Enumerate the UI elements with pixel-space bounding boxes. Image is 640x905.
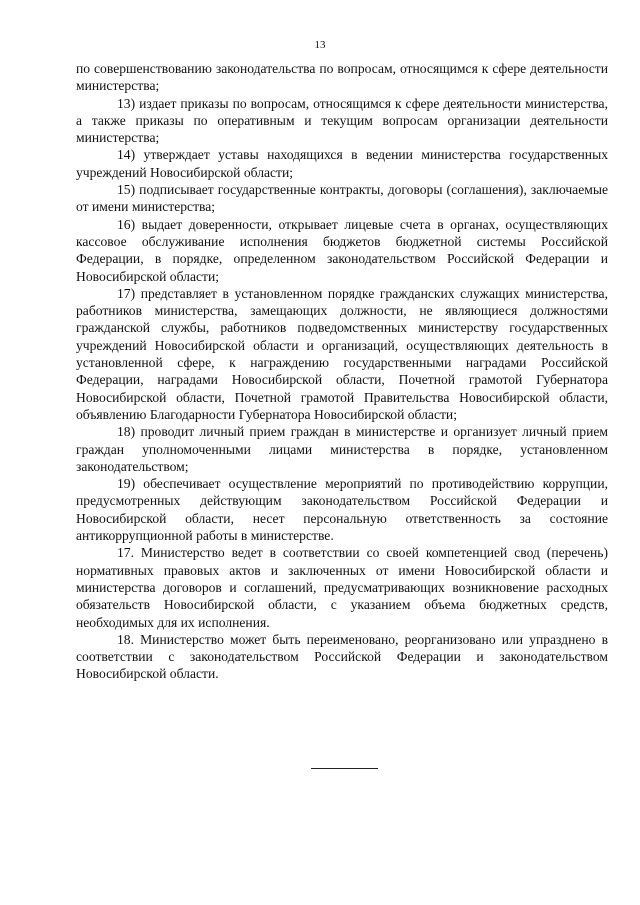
list-item-13: 13) издает приказы по вопросам, относящимся к сфере деятельности министерства, а также приказы по оперативным и текущим вопросам организации деятельности министерства; xyxy=(76,95,608,146)
document-body xyxy=(76,60,608,683)
clause-18: 18. Министерство может быть переименовано, реорганизовано или упразднено в соответствии с законодательством Российской Федерации и законодательством Новосибирской области. xyxy=(76,631,608,682)
list-item-19: 19) обеспечивает осуществление мероприятий по противодействию коррупции, предусмотренных действующим законодательством Российской Федерации и Новосибирской области, несет персональную ответственность за состояние антикоррупционной работы в министерстве. xyxy=(76,476,608,544)
end-separator-line xyxy=(311,768,378,769)
list-item-18: 18) проводит личный прием граждан в министерстве и организует личный прием граждан уполномоченными лицами министерства в порядке, установленном законодательством; xyxy=(76,424,608,474)
list-item-16: 16) выдает доверенности, открывает лицевые счета в органах, осуществляющих кассовое обслуживание исполнения бюджетов бюджетной системы Российской Федерации, в порядке, определенном законодательством Российской Федерации и Новосибирской области; xyxy=(76,216,608,284)
list-item-14: 14) утверждает уставы находящихся в ведении министерства государственных учреждений Новосибирской области; xyxy=(76,147,608,180)
paragraph-continuation: по совершенствованию законодательства по вопросам, относящимся к сфере деятельности министерства; xyxy=(76,61,608,94)
list-item-17: 17) представляет в установленном порядке гражданских служащих министерства, работников министерства, замещающих должности, не являющиеся должностями гражданской службы, работников подведомственных министерству государственных учреждений Новосибирской области и организаций, осуществляющих деятельность в установленной сфере, к награждению государственными наградами Российской Федерации, наградами Новосибирской области, Почетной грамотой Губернатора Новосибирской области, Почетной грамотой Правительства Новосибирской области, объявлению Благодарности Губернатора Новосибирской области; xyxy=(76,285,608,422)
clause-17: 17. Министерство ведет в соответствии со своей компетенцией свод (перечень) нормативных правовых актов и заключенных от имени Новосибирской области и министерства договоров и соглашений, предусматривающих возникновение расходных обязательств Новосибирской области, с указанием объема бюджетных средств, необходимых для их исполнения. xyxy=(76,545,608,630)
list-item-15: 15) подписывает государственные контракты, договоры (соглашения), заключаемые от имени министерства; xyxy=(76,182,608,215)
page-number: 13 xyxy=(314,39,326,51)
